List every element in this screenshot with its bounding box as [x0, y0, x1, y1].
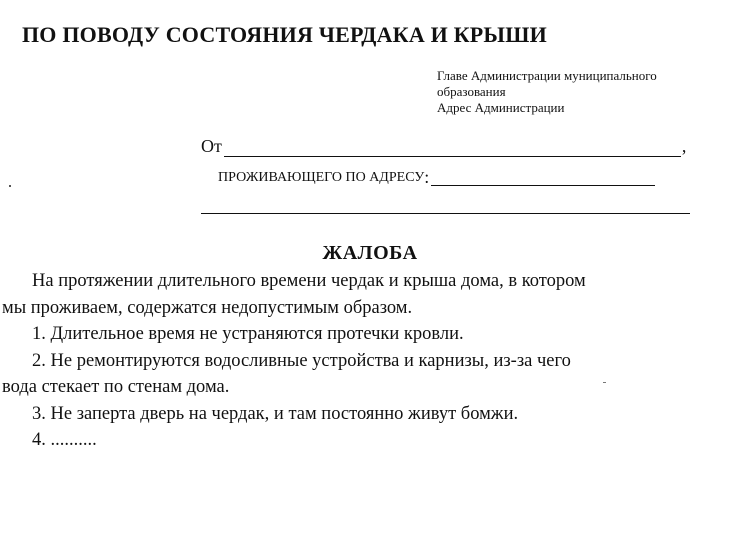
residing-colon: :	[424, 167, 430, 187]
body-line: 4. ..........	[32, 430, 97, 450]
from-trailing-comma: ,	[681, 136, 687, 156]
address-continuation-line	[201, 213, 690, 214]
body-line: 2. Не ремонтируются водосливные устройства и карнизы, из-за чего	[32, 350, 571, 371]
complaint-body	[0, 268, 740, 454]
scan-speck	[9, 185, 11, 187]
addressee-line-2: образования	[437, 84, 506, 99]
body-line: мы проживаем, содержатся недопустимым образом.	[2, 297, 413, 318]
document-title: ПО ПОВОДУ СОСТОЯНИЯ ЧЕРДАКА И КРЫШИ	[22, 22, 547, 47]
residing-field-row	[218, 168, 655, 186]
from-field-row	[201, 136, 686, 157]
residing-blank-line	[431, 171, 655, 186]
addressee-line-3: Адрес Администрации	[437, 100, 565, 115]
body-line: 1. Длительное время не устраняются протечки кровли.	[32, 324, 464, 344]
body-line: 3. Не заперта дверь на чердак, и там постоянно живут бомжи.	[32, 403, 519, 424]
body-line: На протяжении длительного времени чердак и крыша дома, в котором	[32, 271, 586, 291]
from-label: От	[201, 136, 222, 156]
addressee-block	[437, 68, 657, 116]
from-blank-line	[224, 140, 681, 157]
complaint-heading: ЖАЛОБА	[322, 242, 418, 264]
body-line: вода стекает по стенам дома.	[2, 377, 230, 397]
residing-label: ПРОЖИВАЮЩЕГО ПО АДРЕСУ	[218, 170, 425, 185]
addressee-line-1: Главе Администрации муниципального	[437, 68, 657, 83]
